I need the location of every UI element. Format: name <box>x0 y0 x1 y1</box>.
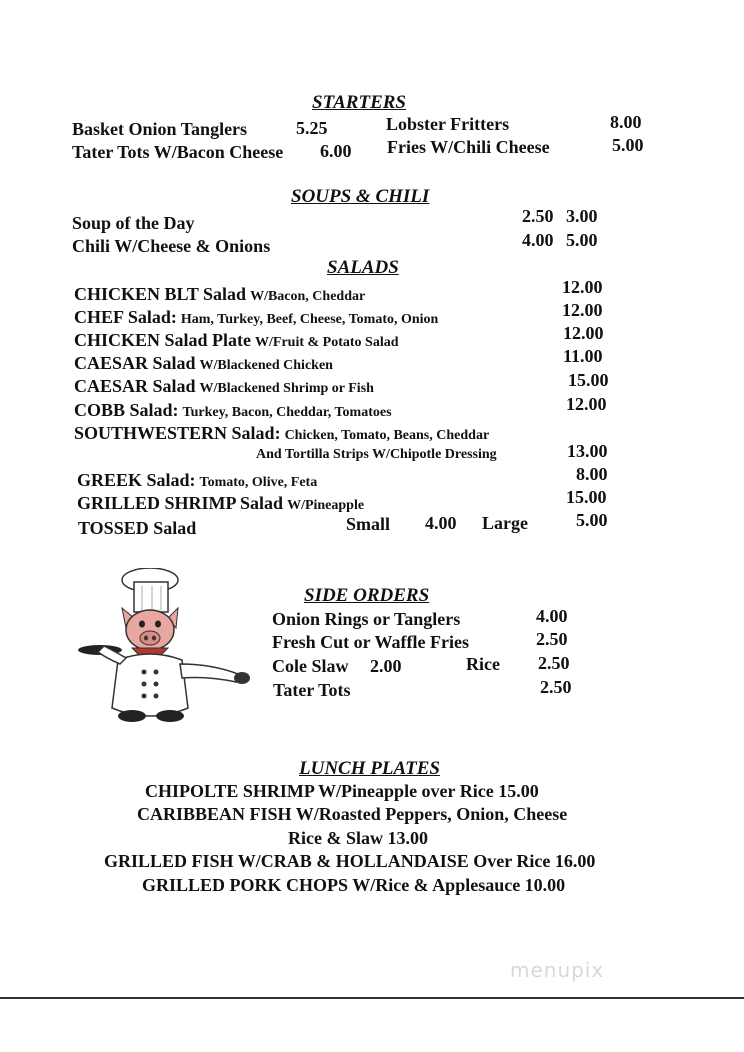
menu-item-price: 3.00 <box>566 206 598 226</box>
lunch-line: CHIPOLTE SHRIMP W/Pineapple over Rice 15.00 <box>145 781 539 801</box>
salad-line <box>77 493 364 514</box>
lunch-line: GRILLED PORK CHOPS W/Rice & Applesauce 10.00 <box>142 875 566 895</box>
menu-item-price: 8.00 <box>610 112 642 132</box>
menu-item-price: 5.00 <box>566 230 598 250</box>
salad-name: CHICKEN BLT Salad <box>74 284 247 304</box>
menu-item-name: Tater Tots <box>273 680 351 700</box>
salad-name: SOUTHWESTERN Salad: <box>74 423 281 443</box>
salad-desc: Turkey, Bacon, Cheddar, Tomatoes <box>182 405 392 420</box>
menu-item-price: 13.00 <box>567 441 608 461</box>
salad-name: CHICKEN Salad Plate <box>74 330 252 350</box>
menu-item-price: 2.50 <box>538 653 570 673</box>
menu-item-price: 2.50 <box>536 629 568 649</box>
salad-line <box>74 376 374 397</box>
menu-item-price: 4.00 <box>425 513 457 533</box>
lunch-line: GRILLED FISH W/CRAB & HOLLANDAISE Over Rice 16.00 <box>104 851 596 871</box>
menu-item-name: Chili W/Cheese & Onions <box>72 236 271 256</box>
salad-name: COBB Salad: <box>74 400 179 420</box>
size-label: Large <box>482 513 528 533</box>
bottom-border-line <box>0 997 744 999</box>
size-label: Small <box>346 514 391 534</box>
menu-item-price: 11.00 <box>563 346 603 366</box>
salad-desc: Ham, Turkey, Beef, Cheese, Tomato, Onion <box>180 312 439 327</box>
soups-heading: SOUPS & CHILI <box>291 186 430 207</box>
salad-line <box>74 330 399 351</box>
lunch-line: CARIBBEAN FISH W/Roasted Peppers, Onion, Cheese <box>137 804 568 824</box>
menu-item-price: 2.50 <box>540 677 572 697</box>
salad-name: GREEK Salad: <box>77 470 196 490</box>
lunch-heading: LUNCH PLATES <box>299 758 440 779</box>
menu-item-name: Soup of the Day <box>72 213 195 233</box>
menu-item-price: 5.00 <box>576 510 608 530</box>
menu-item-price: 12.00 <box>566 394 607 414</box>
menu-item-name: Fries W/Chili Cheese <box>387 137 550 157</box>
starters-heading: STARTERS <box>312 92 406 113</box>
chef-pig-illustration <box>78 568 256 724</box>
menu-item-price: 6.00 <box>320 141 352 161</box>
salad-desc: W/Blackened Chicken <box>199 358 333 373</box>
salad-desc: W/Fruit & Potato Salad <box>255 335 399 350</box>
menu-item-price: 5.00 <box>612 135 644 155</box>
lunch-line: Rice & Slaw 13.00 <box>288 828 428 848</box>
salad-name: TOSSED Salad <box>78 518 197 538</box>
salad-desc-continued: And Tortilla Strips W/Chipotle Dressing <box>256 447 497 462</box>
menu-item-price: 15.00 <box>566 487 607 507</box>
salad-line <box>74 353 333 374</box>
menu-item-price: 12.00 <box>563 323 604 343</box>
salad-line <box>74 284 365 305</box>
menu-item-price: 5.25 <box>296 118 328 138</box>
menu-item-name: Lobster Fritters <box>386 114 510 134</box>
menu-item-price: 15.00 <box>568 370 609 390</box>
watermark: menupix <box>510 958 605 982</box>
salad-line <box>74 307 438 328</box>
salad-desc: W/Blackened Shrimp or Fish <box>199 381 374 396</box>
menu-item-price: 2.50 <box>522 206 554 226</box>
salad-name: CHEF Salad: <box>74 307 177 327</box>
salad-desc: Chicken, Tomato, Beans, Cheddar <box>284 428 490 443</box>
menu-item-price: 4.00 <box>522 230 554 250</box>
menu-item-name: Cole Slaw <box>272 656 349 676</box>
menu-item-name: Onion Rings or Tanglers <box>272 609 461 629</box>
salad-desc: Tomato, Olive, Feta <box>199 475 318 490</box>
menu-item-price: 4.00 <box>536 606 568 626</box>
menu-item-name: Fresh Cut or Waffle Fries <box>272 632 469 652</box>
salad-name: GRILLED SHRIMP Salad <box>77 493 284 513</box>
salad-line <box>77 470 317 491</box>
salad-line <box>74 400 392 421</box>
menu-item-name: Basket Onion Tanglers <box>72 119 248 139</box>
salad-desc: W/Pineapple <box>287 498 365 513</box>
salad-line <box>74 423 489 444</box>
menu-item-name: Tater Tots W/Bacon Cheese <box>72 142 284 162</box>
menu-item-price: 12.00 <box>562 277 603 297</box>
salads-heading: SALADS <box>327 257 399 278</box>
salad-desc: W/Bacon, Cheddar <box>250 289 366 304</box>
salad-name: CAESAR Salad <box>74 376 196 396</box>
menu-item-price: 12.00 <box>562 300 603 320</box>
menu-item-name: Rice <box>466 654 500 674</box>
menu-item-price: 8.00 <box>576 464 608 484</box>
menu-item-price: 2.00 <box>370 656 402 676</box>
salad-name: CAESAR Salad <box>74 353 196 373</box>
sides-heading: SIDE ORDERS <box>304 585 430 606</box>
